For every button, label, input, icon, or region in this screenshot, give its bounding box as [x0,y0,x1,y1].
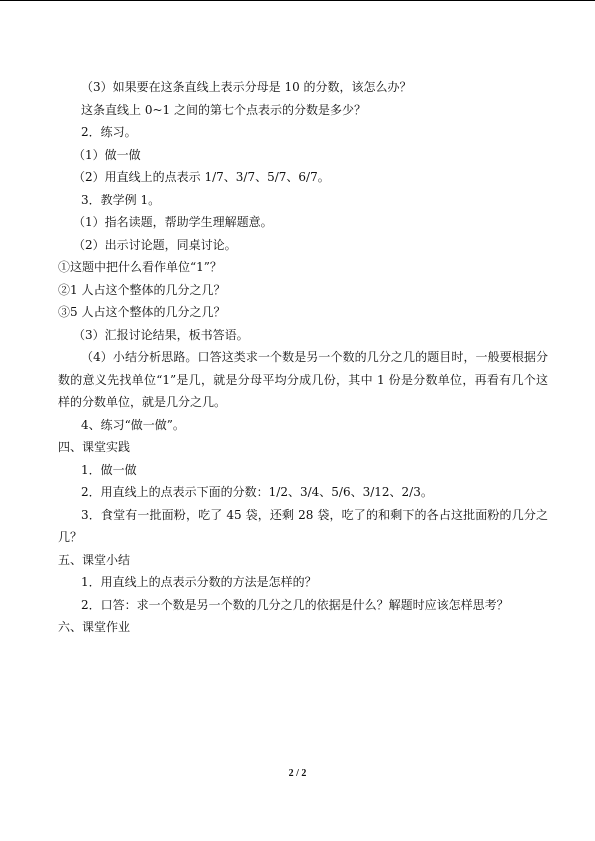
text-line: ③5 人占这个整体的几分之几？ [58,305,226,319]
text-line: ②1 人占这个整体的几分之几？ [58,282,226,297]
text-line: 3．教学例 1。 [81,192,161,207]
text-line: 2．口答：求一个数是另一个数的几分之几的依据是什么？解题时应该怎样思考？ [81,597,509,612]
text-line: （2）用直线上的点表示 1/7、3/7、5/7、6/7。 [73,170,330,184]
exercise-paragraph: 3．食堂有一批面粉，吃了 45 袋，还剩 28 袋，吃了的和剩下的各占这批面粉的几分之几？ [58,507,548,544]
text-line: 2．练习。 [81,125,137,139]
section-heading: 六、课堂作业 [58,620,131,634]
summary-paragraph: （4）小结分析思路。口答这类求一个数是另一个数的几分之几的题目时，一般要根据分数的意义先找单位“1”是几，就是分母平均分成几份，其中 1 份是分数单位，再看有几个这样的分数单位，就是几分之几。 [58,350,548,409]
text-line: 1．做一做 [81,462,137,477]
text-line: ①这题中把什么看作单位“1”？ [58,260,222,274]
text-line: （3）如果要在这条直线上表示分母是 10 的分数，该怎么办？ [81,80,412,94]
text-line: 1．用直线上的点表示分数的方法是怎样的？ [81,575,317,589]
page-number: 2 / 2 [288,768,307,779]
text-line: 4、练习“做一做”。 [81,417,185,432]
section-heading: 四、课堂实践 [58,440,131,454]
text-line: 2．用直线上的点表示下面的分数：1/2、3/4、5/6、3/12、2/3。 [81,485,433,499]
text-line: 这条直线上 0~1 之间的第七个点表示的分数是多少？ [81,102,366,117]
section-heading: 五、课堂小结 [58,552,131,567]
text-line: （1）指名读题，帮助学生理解题意。 [73,215,273,229]
header-rule [0,0,595,1]
text-line: （2）出示讨论题，同桌讨论。 [73,237,237,252]
text-line: （3）汇报讨论结果，板书答语。 [73,327,249,342]
document-body [58,76,548,639]
text-line: （1）做一做 [73,147,141,162]
